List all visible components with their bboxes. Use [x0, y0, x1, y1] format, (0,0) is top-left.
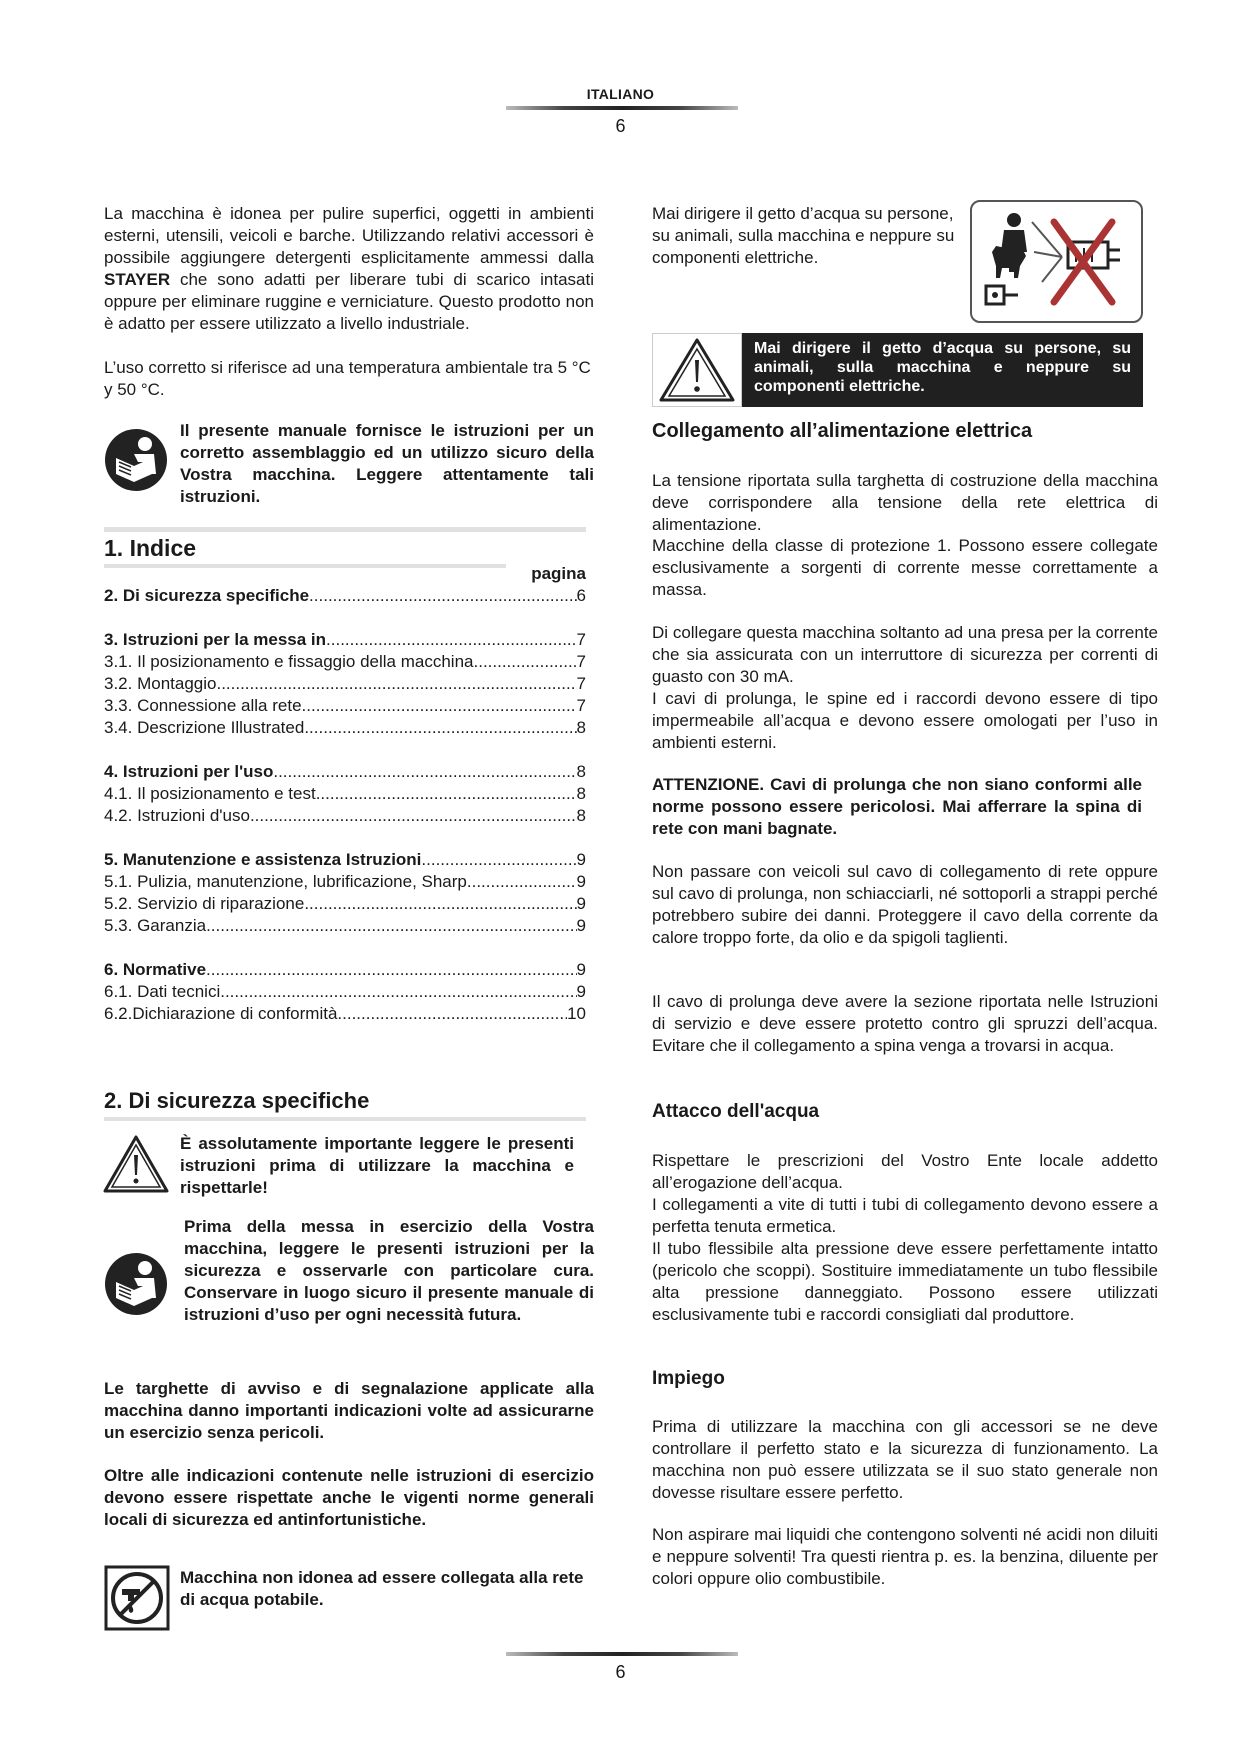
table-of-contents: [104, 585, 586, 1025]
toc-item[interactable]: 2. Di sicurezza specifiche ..... 6: [104, 585, 586, 607]
toc-group: [104, 959, 586, 1025]
safety-title: 2. Di sicurezza specifiche: [104, 1088, 370, 1113]
power-cable-damage-text: Non passare con veicoli sul cavo di collegamento di rete oppure sul cavo di prolunga, non schiacciarli, né sottoporli a strappi perché potrebbero subire dei danni. Proteggere il cavo della corrente da calore troppo forte, da olio e da spigoli taglienti.: [652, 862, 1158, 947]
toc-item[interactable]: 4. Istruzioni per l'uso ..... 8: [104, 761, 586, 783]
important-warning-text: È assolutamente importante leggere le presenti istruzioni prima di utilizzare la macchina e rispettarle!: [180, 1134, 574, 1197]
power-attention-text: ATTENZIONE. Cavi di prolunga che non siano conformi alle norme possono essere pericolosi. Mai afferrare la spina di rete con mani bagnate.: [652, 775, 1142, 838]
index-page-label: pagina: [531, 564, 586, 583]
power-cables-text: I cavi di prolunga, le spine ed i raccordi devono essere di tipo impermeabile all’acqua e devono essere omologati per l’uso in ambienti esterni.: [652, 689, 1158, 752]
intro-text-start: La macchina è idonea per pulire superfici, oggetti in ambienti esterni, utensili, veicoli e barche. Utilizzando relativi accessori è possibile aggiungere detergenti esplicitamente ammessi dalla: [104, 204, 594, 267]
brand-name: STAYER: [104, 270, 171, 289]
power-class-text: Macchine della classe di protezione 1. Possono essere collegate esclusivamente a sorgenti di corrente messe correttamente a massa.: [652, 536, 1158, 599]
general-rules-note: Oltre alle indicazioni contenute nelle istruzioni di esercizio devono essere rispettate anche le vigenti norme generali locali di sicurezza ed antinfortunistiche.: [104, 1466, 594, 1529]
toc-group: [104, 761, 586, 827]
toc-item[interactable]: 5.3. Garanzia ..... 9: [104, 915, 586, 937]
toc-group: [104, 629, 586, 739]
jet-warning-banner: [652, 333, 1143, 407]
power-section-title: Collegamento all’alimentazione elettrica: [652, 420, 1033, 442]
read-before-use-text: Prima della messa in esercizio della Vostra macchina, leggere le presenti istruzioni per la sicurezza e osservarle con particolare cura. Conservare in luogo sicuro il presente manuale di istruzioni d’uso per ogni necessità futura.: [184, 1217, 594, 1324]
toc-group: [104, 585, 586, 607]
power-voltage-text: La tensione riportata sulla targhetta di costruzione della macchina deve corrispondere alla tensione della rete elettrica di alimentazione.: [652, 471, 1158, 534]
toc-item[interactable]: 6. Normative ..... 9: [104, 959, 586, 981]
drinking-water-block: [104, 1565, 594, 1636]
toc-item[interactable]: 6.2.Dichiarazione di conformità ..... 10: [104, 1003, 586, 1025]
dog-icon: [992, 246, 1026, 278]
toc-item[interactable]: 5.1. Pulizia, manutenzione, lubrificazione, Sharp ..... 9: [104, 871, 586, 893]
usage-solvents-text: Non aspirare mai liquidi che contengono solventi né acidi non diluiti e neppure solventi! Tra questi rientra p. es. la benzina, diluente per colori oppure olio combustibile.: [652, 1525, 1158, 1588]
toc-group: [104, 849, 586, 937]
warning-triangle-icon: [652, 333, 742, 407]
no-drinking-water-icon: [104, 1565, 180, 1636]
person-icon: [1007, 213, 1021, 227]
toc-item[interactable]: 3.1. Il posizionamento e fissaggio della macchina ..... 7: [104, 651, 586, 673]
jet-warning-banner-text: Mai dirigere il getto d’acqua su persone, su animali, sulla macchina e neppure su componenti elettriche.: [742, 333, 1143, 407]
read-manual-icon: [104, 1216, 184, 1326]
water-rules-text: Rispettare le prescrizioni del Vostro Ente locale addetto all’erogazione dell’acqua.: [652, 1151, 1158, 1192]
footer-rule: [506, 1652, 738, 1656]
toc-item[interactable]: 3.3. Connessione alla rete ..... 7: [104, 695, 586, 717]
manual-note-text: Il presente manuale fornisce le istruzioni per un corretto assemblaggio ed un utilizzo sicuro della Vostra macchina. Leggere attentamente tali istruzioni.: [180, 421, 594, 506]
manual-note-block: [104, 420, 594, 508]
language-header: ITALIANO: [586, 86, 655, 102]
no-drinking-water-text: Macchina non idonea ad essere collegata alla rete di acqua potabile.: [180, 1568, 584, 1609]
water-section-title: Attacco dell'acqua: [652, 1101, 820, 1122]
jet-warning-text: Mai dirigere il getto d’acqua su persone, su animali, sulla macchina e neppure su componenti elettriche.: [652, 204, 955, 267]
toc-item[interactable]: 3.2. Montaggio ..... 7: [104, 673, 586, 695]
header-page-number: 6: [615, 116, 626, 136]
jet-warning-pictogram: [970, 200, 1143, 323]
power-extension-text: Il cavo di prolunga deve avere la sezione riportata nelle Istruzioni di servizio e deve essere protetto contro gli spruzzi dell’acqua. Evitare che il collegamento a spina venga a trovarsi in acqua.: [652, 992, 1158, 1055]
header-rule: [506, 106, 738, 110]
safety-title-rule: [104, 1117, 586, 1121]
read-before-use-block: [104, 1216, 594, 1326]
labels-note: Le targhette di avviso e di segnalazione applicate alla macchina danno importanti indicazioni volte ad assicurarne un esercizio senza pericoli.: [104, 1379, 594, 1442]
toc-item[interactable]: 3. Istruzioni per la messa in ..... 7: [104, 629, 586, 651]
toc-item[interactable]: 4.1. Il posizionamento e test ..... 8: [104, 783, 586, 805]
temperature-note: L’uso corretto si riferisce ad una temperatura ambientale tra 5 °C y 50 °C.: [104, 358, 591, 399]
power-rcd-text: Di collegare questa macchina soltanto ad una presa per la corrente che sia assicurata con un interruttore di sicurezza per correnti di guasto con 30 mA.: [652, 623, 1158, 686]
water-hose-text: Il tubo flessibile alta pressione deve essere perfettamente intatto (pericolo che scoppi). Sostituire immediatamente un tubo flessibile alta pressione danneggiato. Possono essere utilizzati esclusivamente tubi e raccordi consigliati dal produttore.: [652, 1239, 1158, 1324]
usage-check-text: Prima di utilizzare la macchina con gli accessori se ne deve controllare il perfetto stato e la sicurezza di funzionamento. La macchina non può essere utilizzata se il suo stato generale non dovesse risultare essere perfetto.: [652, 1417, 1158, 1502]
toc-item[interactable]: 4.2. Istruzioni d'uso ..... 8: [104, 805, 586, 827]
usage-section-title: Impiego: [652, 1368, 725, 1389]
section-divider: [104, 527, 586, 532]
index-title: 1. Indice: [104, 535, 197, 561]
footer-page-number: 6: [615, 1662, 626, 1682]
toc-item[interactable]: 6.1. Dati tecnici ..... 9: [104, 981, 586, 1003]
toc-item[interactable]: 5. Manutenzione e assistenza Istruzioni ..... 9: [104, 849, 586, 871]
toc-item[interactable]: 3.4. Descrizione Illustrated ..... 8: [104, 717, 586, 739]
intro-text-end: che sono adatti per liberare tubi di scarico intasati oppure per eliminare ruggine e verniciature. Questo prodotto non è adatto per essere utilizzato a livello industriale.: [104, 270, 594, 333]
warning-triangle-icon: [102, 1133, 180, 1200]
read-manual-icon: [104, 420, 180, 508]
important-warning-block: [102, 1133, 574, 1200]
toc-item[interactable]: 5.2. Servizio di riparazione ..... 9: [104, 893, 586, 915]
water-connections-text: I collegamenti a vite di tutti i tubi di collegamento devono essere a perfetta tenuta ermetica.: [652, 1195, 1158, 1236]
intro-paragraph: [104, 203, 594, 335]
